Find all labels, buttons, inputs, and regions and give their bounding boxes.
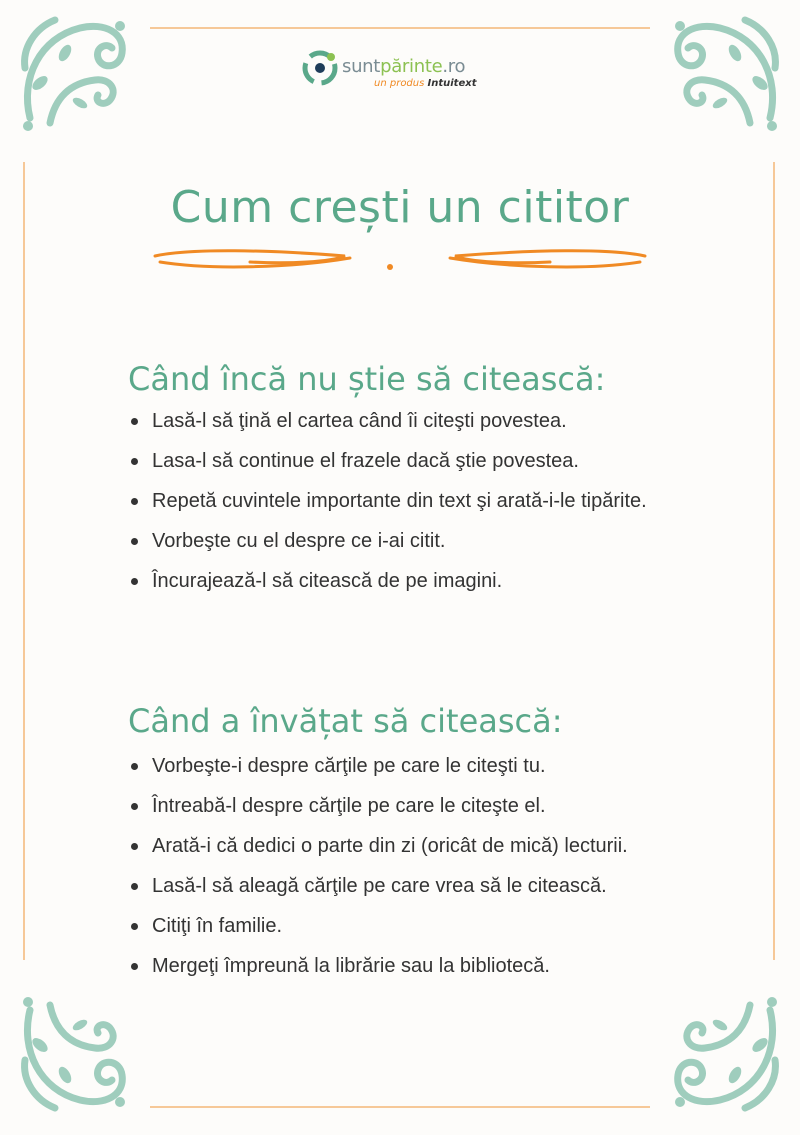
corner-ornament-bottom-right bbox=[660, 990, 790, 1120]
section-heading-after-reading: Când a învățat să citească: bbox=[128, 702, 563, 740]
list-item: Lasa-l să continue el frazele dacă ştie povestea. bbox=[128, 441, 688, 481]
list-item: Citiţi în familie. bbox=[128, 906, 688, 946]
corner-ornament-bottom-left bbox=[10, 990, 140, 1120]
logo-tagline: un produs Intuitext bbox=[374, 78, 477, 89]
tips-list-before-reading bbox=[128, 401, 688, 601]
page-title: Cum crești un cititor bbox=[170, 182, 630, 233]
list-item: Repetă cuvintele importante din text şi arată-i-le tipărite. bbox=[128, 481, 688, 521]
left-border-line bbox=[23, 162, 25, 960]
corner-ornament-top-left bbox=[10, 8, 140, 138]
list-item: Mergeţi împreună la librărie sau la bibliotecă. bbox=[128, 946, 688, 986]
list-item: Lasă-l să aleagă cărţile pe care vrea să le citească. bbox=[128, 866, 688, 906]
list-item: Încurajează-l să citească de pe imagini. bbox=[128, 561, 688, 601]
title-flourish-divider bbox=[150, 244, 650, 274]
section-heading-before-reading: Când încă nu știe să citească: bbox=[128, 360, 606, 398]
bottom-border-line bbox=[150, 1106, 650, 1108]
list-item: Vorbeşte cu el despre ce i-ai citit. bbox=[128, 521, 688, 561]
corner-ornament-top-right bbox=[660, 8, 790, 138]
list-item: Întreabă-l despre cărţile pe care le citeşte el. bbox=[128, 786, 688, 826]
tips-list-after-reading bbox=[128, 746, 688, 986]
logo-wordmark: suntpărinte.ro bbox=[342, 56, 466, 77]
brand-logo[interactable] bbox=[300, 46, 500, 94]
right-border-line bbox=[773, 162, 775, 960]
list-item: Arată-i că dedici o parte din zi (oricât de mică) lecturii. bbox=[128, 826, 688, 866]
logo-mark-icon bbox=[300, 48, 340, 88]
list-item: Lasă-l să ţină el cartea când îi citeşti povestea. bbox=[128, 401, 688, 441]
top-border-line bbox=[150, 27, 650, 29]
list-item: Vorbeşte-i despre cărţile pe care le citeşti tu. bbox=[128, 746, 688, 786]
